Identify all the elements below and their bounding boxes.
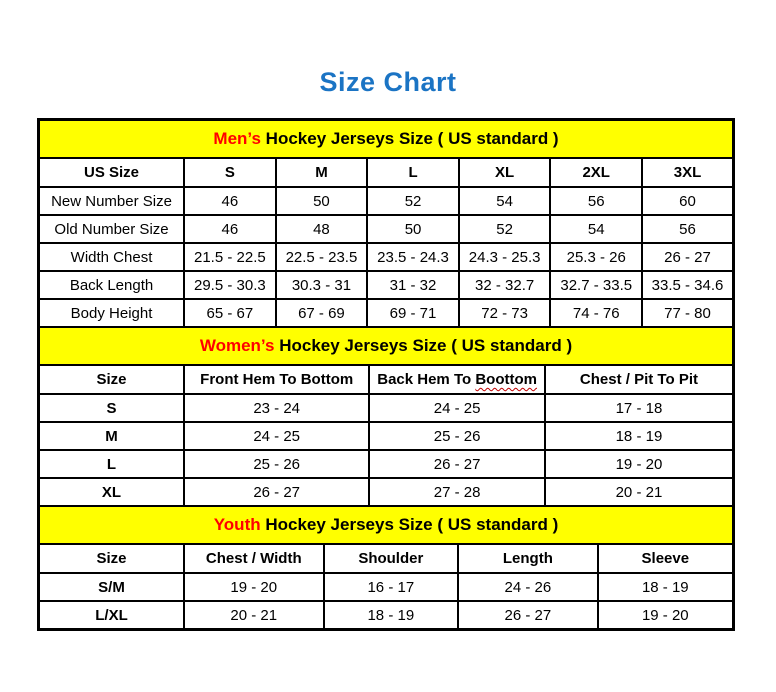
youth-cell-value: 18 - 19 [598, 573, 733, 601]
mens-row-label: Width Chest [39, 243, 184, 271]
youth-cell-value: 16 - 17 [324, 573, 459, 601]
mens-cell-value: 69 - 71 [367, 299, 459, 327]
mens-cell-value: 32 - 32.7 [459, 271, 551, 299]
womens-cell-value: 25 - 26 [184, 450, 369, 478]
youth-cell-value: 24 - 26 [458, 573, 597, 601]
mens-cell-value: 60 [642, 187, 733, 215]
mens-cell-value: 50 [276, 187, 368, 215]
mens-row-label: Old Number Size [39, 215, 184, 243]
page-title: Size Chart [319, 67, 457, 97]
youth-cell-value: 26 - 27 [458, 601, 597, 629]
youth-column-header: Chest / Width [184, 544, 323, 573]
mens-cell-value: 74 - 76 [550, 299, 642, 327]
womens-data-row [39, 422, 733, 450]
womens-size-table [38, 326, 734, 507]
mens-cell-value: 25.3 - 26 [550, 243, 642, 271]
womens-column-header: Front Hem To Bottom [184, 365, 369, 394]
mens-cell-value: 54 [459, 187, 551, 215]
womens-header-row [39, 365, 733, 394]
size-chart-tables [37, 118, 735, 631]
youth-band-title [39, 506, 733, 544]
womens-data-row [39, 450, 733, 478]
mens-data-row [39, 243, 733, 271]
mens-cell-value: 65 - 67 [184, 299, 276, 327]
womens-cell-value: 27 - 28 [369, 478, 545, 506]
spellcheck-underlined-word: Boottom [475, 371, 537, 388]
mens-cell-value: 56 [642, 215, 733, 243]
mens-cell-value: 48 [276, 215, 368, 243]
womens-column-header: Chest / Pit To Pit [545, 365, 733, 394]
mens-row-label: New Number Size [39, 187, 184, 215]
mens-cell-value: 67 - 69 [276, 299, 368, 327]
mens-cell-value: 54 [550, 215, 642, 243]
youth-data-row [39, 573, 733, 601]
youth-column-header: Shoulder [324, 544, 459, 573]
womens-band-rest-text: Hockey Jerseys Size ( US standard ) [274, 336, 573, 355]
womens-row-label: S [39, 394, 184, 422]
mens-column-header: US Size [39, 158, 184, 187]
mens-column-header: XL [459, 158, 551, 187]
womens-cell-value: 17 - 18 [545, 394, 733, 422]
mens-data-row [39, 187, 733, 215]
womens-cell-value: 18 - 19 [545, 422, 733, 450]
mens-column-header: M [276, 158, 368, 187]
womens-data-row [39, 394, 733, 422]
youth-row-label: S/M [39, 573, 184, 601]
mens-cell-value: 31 - 32 [367, 271, 459, 299]
mens-data-row [39, 271, 733, 299]
womens-cell-value: 25 - 26 [369, 422, 545, 450]
mens-cell-value: 52 [367, 187, 459, 215]
mens-cell-value: 56 [550, 187, 642, 215]
mens-row-label: Back Length [39, 271, 184, 299]
youth-cell-value: 20 - 21 [184, 601, 323, 629]
womens-band-title [39, 327, 733, 365]
womens-row-label: M [39, 422, 184, 450]
mens-cell-value: 50 [367, 215, 459, 243]
mens-cell-value: 30.3 - 31 [276, 271, 368, 299]
youth-cell-value: 18 - 19 [324, 601, 459, 629]
mens-column-header: L [367, 158, 459, 187]
mens-cell-value: 22.5 - 23.5 [276, 243, 368, 271]
womens-row-label: L [39, 450, 184, 478]
womens-cell-value: 26 - 27 [369, 450, 545, 478]
womens-cell-value: 24 - 25 [369, 394, 545, 422]
womens-column-header: Size [39, 365, 184, 394]
mens-cell-value: 77 - 80 [642, 299, 733, 327]
mens-cell-value: 21.5 - 22.5 [184, 243, 276, 271]
mens-size-table [38, 119, 734, 328]
youth-size-table [38, 505, 734, 630]
mens-cell-value: 32.7 - 33.5 [550, 271, 642, 299]
womens-row-label: XL [39, 478, 184, 506]
mens-cell-value: 72 - 73 [459, 299, 551, 327]
youth-row-label: L/XL [39, 601, 184, 629]
mens-column-header: 3XL [642, 158, 733, 187]
youth-header-row [39, 544, 733, 573]
mens-band-rest-text: Hockey Jerseys Size ( US standard ) [260, 129, 559, 148]
youth-band-accent-word: Youth [213, 515, 261, 534]
mens-header-row [39, 158, 733, 187]
mens-row-label: Body Height [39, 299, 184, 327]
youth-column-header: Length [458, 544, 597, 573]
womens-data-row [39, 478, 733, 506]
mens-data-row [39, 215, 733, 243]
womens-cell-value: 26 - 27 [184, 478, 369, 506]
womens-cell-value: 19 - 20 [545, 450, 733, 478]
womens-band-accent-word: Women’s [199, 336, 275, 355]
mens-cell-value: 46 [184, 215, 276, 243]
womens-cell-value: 24 - 25 [184, 422, 369, 450]
youth-band-row [39, 506, 733, 544]
mens-band-row [39, 120, 733, 158]
mens-band-accent-word: Men’s [213, 129, 261, 148]
youth-data-row [39, 601, 733, 629]
mens-data-row [39, 299, 733, 327]
youth-cell-value: 19 - 20 [598, 601, 733, 629]
mens-cell-value: 52 [459, 215, 551, 243]
womens-cell-value: 23 - 24 [184, 394, 369, 422]
mens-cell-value: 29.5 - 30.3 [184, 271, 276, 299]
mens-cell-value: 23.5 - 24.3 [367, 243, 459, 271]
youth-column-header: Size [39, 544, 184, 573]
womens-band-row [39, 327, 733, 365]
mens-band-title [39, 120, 733, 158]
womens-cell-value: 20 - 21 [545, 478, 733, 506]
youth-band-rest-text: Hockey Jerseys Size ( US standard ) [260, 515, 559, 534]
mens-column-header: 2XL [550, 158, 642, 187]
mens-cell-value: 46 [184, 187, 276, 215]
mens-column-header: S [184, 158, 276, 187]
youth-cell-value: 19 - 20 [184, 573, 323, 601]
mens-cell-value: 26 - 27 [642, 243, 733, 271]
womens-column-header: Back Hem To Boottom [369, 365, 545, 394]
youth-column-header: Sleeve [598, 544, 733, 573]
mens-cell-value: 24.3 - 25.3 [459, 243, 551, 271]
mens-cell-value: 33.5 - 34.6 [642, 271, 733, 299]
